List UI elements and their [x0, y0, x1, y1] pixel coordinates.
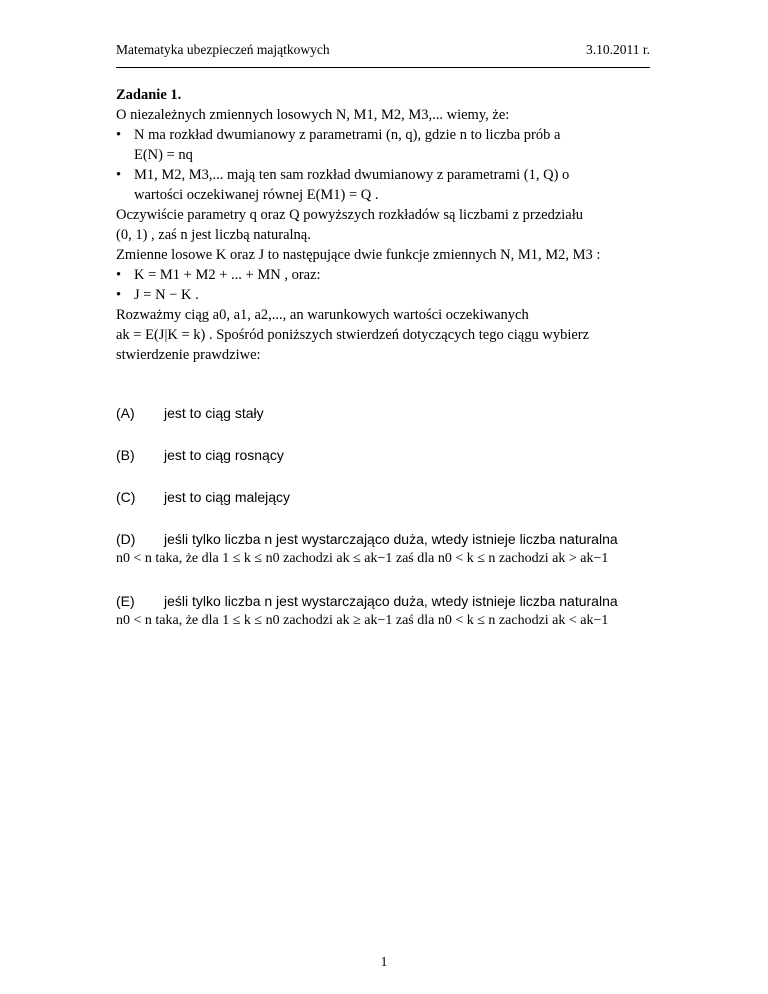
task-body	[116, 85, 652, 653]
bullet-item	[116, 285, 652, 305]
bullet-continuation: wartości oczekiwanej równej E(M1) = Q .	[134, 187, 379, 203]
bullet-text: N ma rozkład dwumianowy z parametrami (n, q), gdzie n to liczba prób a	[134, 127, 561, 143]
option-d	[116, 529, 652, 569]
answer-options	[116, 403, 652, 631]
page-header	[116, 42, 650, 62]
bullet-item	[116, 125, 652, 145]
option-a	[116, 403, 652, 423]
bullet-continuation: E(N) = nq	[134, 147, 193, 163]
paragraph: Rozważmy ciąg a0, a1, a2,..., an warunkowych wartości oczekiwanych	[116, 307, 529, 323]
option-text: jest to ciąg rosnący	[164, 447, 284, 463]
option-c	[116, 487, 652, 507]
paragraph: (0, 1) , zaś n jest liczbą naturalną.	[116, 227, 311, 243]
task-intro: O niezależnych zmiennych losowych N, M1, M2, M3,... wiemy, że:	[116, 107, 510, 123]
bullet-text: K = M1 + M2 + ... + MN , oraz:	[134, 267, 321, 283]
header-subject: Matematyka ubezpieczeń majątkowych	[116, 42, 330, 57]
option-text: jest to ciąg stały	[164, 405, 264, 421]
bullet-icon: •	[116, 267, 122, 283]
bullet-item	[116, 165, 652, 185]
page-number: 1	[380, 954, 388, 969]
paragraph: Zmienne losowe K oraz J to następujące dwie funkcje zmiennych N, M1, M2, M3 :	[116, 247, 601, 263]
option-label: (B)	[116, 447, 135, 463]
option-text: jeśli tylko liczba n jest wystarczająco duża, wtedy istnieje liczba naturalna	[164, 593, 618, 609]
paragraph: Oczywiście parametry q oraz Q powyższych rozkładów są liczbami z przedziału	[116, 207, 584, 223]
bullet-item	[116, 265, 652, 285]
option-text: jeśli tylko liczba n jest wystarczająco duża, wtedy istnieje liczba naturalna	[164, 531, 618, 547]
header-date: 3.10.2011 r.	[586, 42, 650, 57]
option-text-continuation: n0 < n taka, że dla 1 ≤ k ≤ n0 zachodzi ak ≤ ak−1 zaś dla n0 < k ≤ n zachodzi ak > ak−1	[116, 551, 609, 566]
option-e	[116, 591, 652, 631]
paragraph: ak = E(J|K = k) . Spośród poniższych stwierdzeń dotyczących tego ciągu wybierz	[116, 327, 590, 343]
bullet-icon: •	[116, 127, 122, 143]
option-text-continuation: n0 < n taka, że dla 1 ≤ k ≤ n0 zachodzi ak ≥ ak−1 zaś dla n0 < k ≤ n zachodzi ak < ak−1	[116, 613, 609, 628]
paragraph: stwierdzenie prawdziwe:	[116, 347, 261, 363]
option-text: jest to ciąg malejący	[164, 489, 291, 505]
header-rule	[116, 67, 650, 68]
option-label: (C)	[116, 489, 136, 505]
option-label: (A)	[116, 405, 135, 421]
bullet-text: J = N − K .	[134, 287, 199, 303]
option-label: (E)	[116, 593, 135, 609]
option-b	[116, 445, 652, 465]
bullet-icon: •	[116, 287, 122, 303]
task-title: Zadanie 1.	[116, 87, 182, 103]
option-label: (D)	[116, 531, 136, 547]
bullet-icon: •	[116, 167, 122, 183]
bullet-text: M1, M2, M3,... mają ten sam rozkład dwumianowy z parametrami (1, Q) o	[134, 167, 570, 183]
